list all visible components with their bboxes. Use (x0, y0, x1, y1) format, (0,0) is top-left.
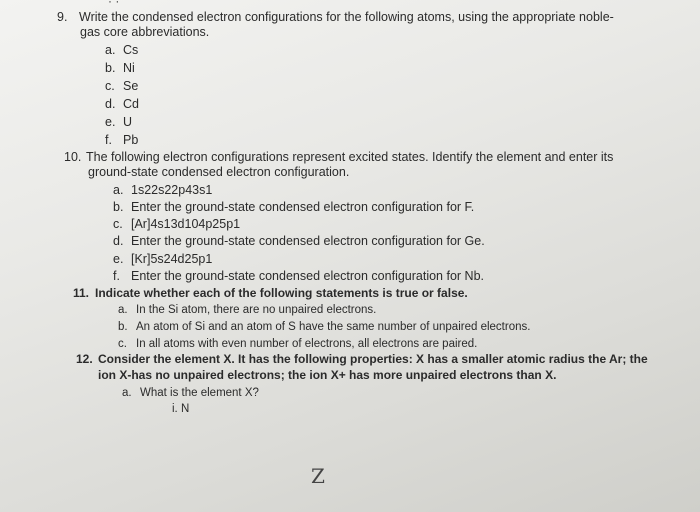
handwritten-mark: Z (311, 464, 325, 488)
q10-item-c: c. [Ar]4s13d104p25p1 (113, 217, 241, 231)
q12-number: 12. (76, 352, 93, 366)
q10-item-a: a. 1s22s22p43s1 (113, 183, 213, 197)
q12-text-line2: ion X-has no unpaired electrons; the ion X+ has more unpaired electrons than X. (98, 368, 557, 382)
q10-item-f: f. Enter the ground-state condensed electron configuration for Nb. (113, 269, 484, 283)
q9-item-d: d. Cd (105, 97, 139, 111)
q10-number: 10. (64, 150, 82, 164)
q10-text-line1: The following electron configurations represent excited states. Identify the element and enter its (86, 150, 614, 164)
q11-header (73, 286, 468, 301)
q11-text-line1: Indicate whether each of the following statements is true or false. (95, 286, 468, 300)
q9-item-b: b. Ni (105, 61, 135, 75)
q9-text-line2: gas core abbreviations. (80, 25, 210, 39)
q12-item-a: a. What is the element X? (122, 387, 259, 399)
q10-header (64, 150, 613, 165)
q12-text-line1: Consider the element X. It has the following properties: X has a smaller atomic radius the Ar; the (98, 352, 648, 366)
q12-header (76, 352, 648, 367)
q9-item-a: a. Cs (105, 43, 139, 57)
q12-subitem: i. N (172, 403, 190, 415)
q10-item-d: d. Enter the ground-state condensed electron configuration for Ge. (113, 234, 485, 248)
q9-item-c: c. Se (105, 79, 139, 93)
q10-text-line2: ground-state condensed electron configuration. (88, 165, 350, 179)
q9-text-line1: Write the condensed electron configurations for the following atoms, using the appropriate noble- (79, 10, 614, 24)
q11-item-a: a. In the Si atom, there are no unpaired electrons. (118, 304, 377, 316)
cropped-top-text: · · (108, 0, 120, 8)
q11-item-b: b. An atom of Si and an atom of S have the same number of unpaired electrons. (118, 321, 531, 333)
q9-number: 9. (57, 10, 68, 24)
q10-item-b: b. Enter the ground-state condensed electron configuration for F. (113, 200, 475, 214)
q11-item-c: c. In all atoms with even number of electrons, all electrons are paired. (118, 338, 478, 350)
q9-item-f: f. Pb (105, 133, 139, 147)
q9-item-e: e. U (105, 115, 133, 129)
q11-number: 11. (73, 286, 90, 300)
q9-header (57, 10, 614, 25)
q10-item-e: e. [Kr]5s24d25p1 (113, 252, 213, 266)
